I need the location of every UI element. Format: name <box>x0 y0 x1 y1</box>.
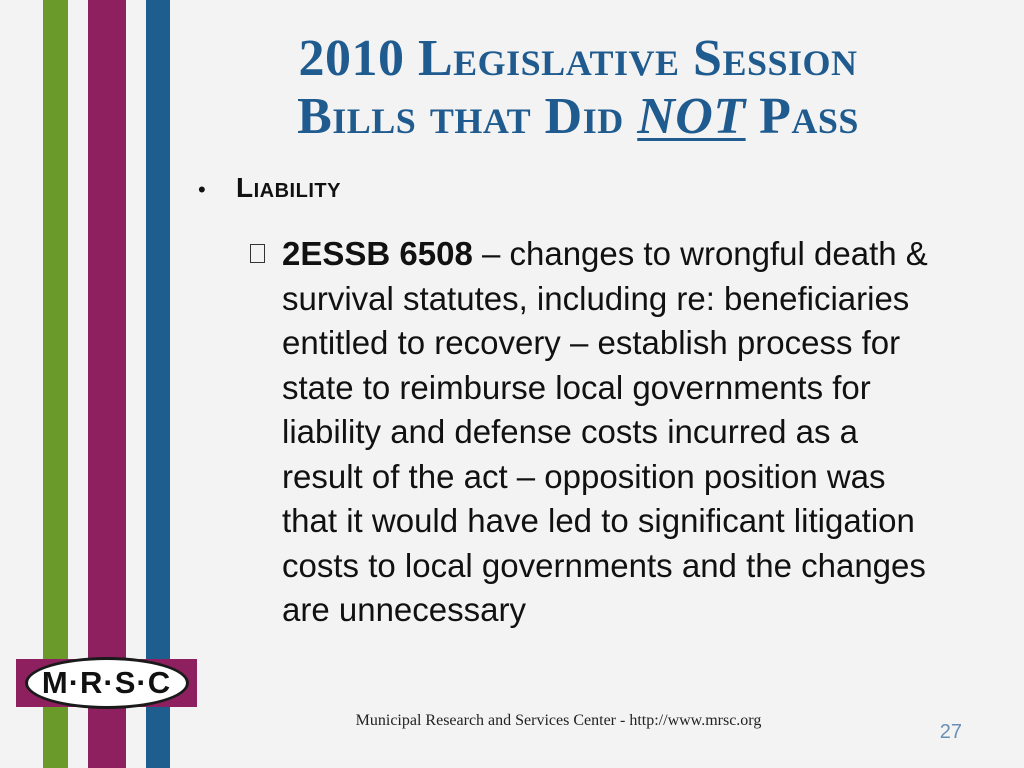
decorative-stripe-green <box>43 0 68 768</box>
title-line-2-prefix: Bills that Did <box>297 88 638 145</box>
mrsc-logo <box>16 659 197 707</box>
section-bullet <box>198 172 341 204</box>
slide-title <box>178 30 978 146</box>
bill-text <box>282 232 942 633</box>
title-line-2-suffix: Pass <box>745 88 859 145</box>
decorative-stripe-purple <box>88 0 126 768</box>
logo-text: M·R·S·C <box>41 665 172 700</box>
bullet-dot-icon: • <box>198 177 206 202</box>
checkbox-bullet-icon <box>250 244 265 263</box>
decorative-stripe-blue <box>146 0 170 768</box>
logo-oval <box>25 657 189 709</box>
bill-bullet <box>250 232 950 633</box>
title-emphasis-not: NOT <box>637 88 746 145</box>
page-number: 27 <box>939 721 962 743</box>
footer-text: Municipal Research and Services Center - http://www.mrsc.org <box>355 712 762 729</box>
title-line-2 <box>178 88 978 146</box>
bill-id: 2ESSB 6508 <box>282 235 473 272</box>
section-heading: Liability <box>236 172 341 203</box>
title-line-1: 2010 Legislative Session <box>298 30 858 87</box>
bill-description: – changes to wrongful death & survival statutes, including re: beneficiaries entitled to recovery – establish process for state to reimburse local governments for liability and defense costs incurred as a result of the act – opposition position was that it would have led to significant litigation costs to local governments and the changes are unnecessary <box>282 235 928 628</box>
